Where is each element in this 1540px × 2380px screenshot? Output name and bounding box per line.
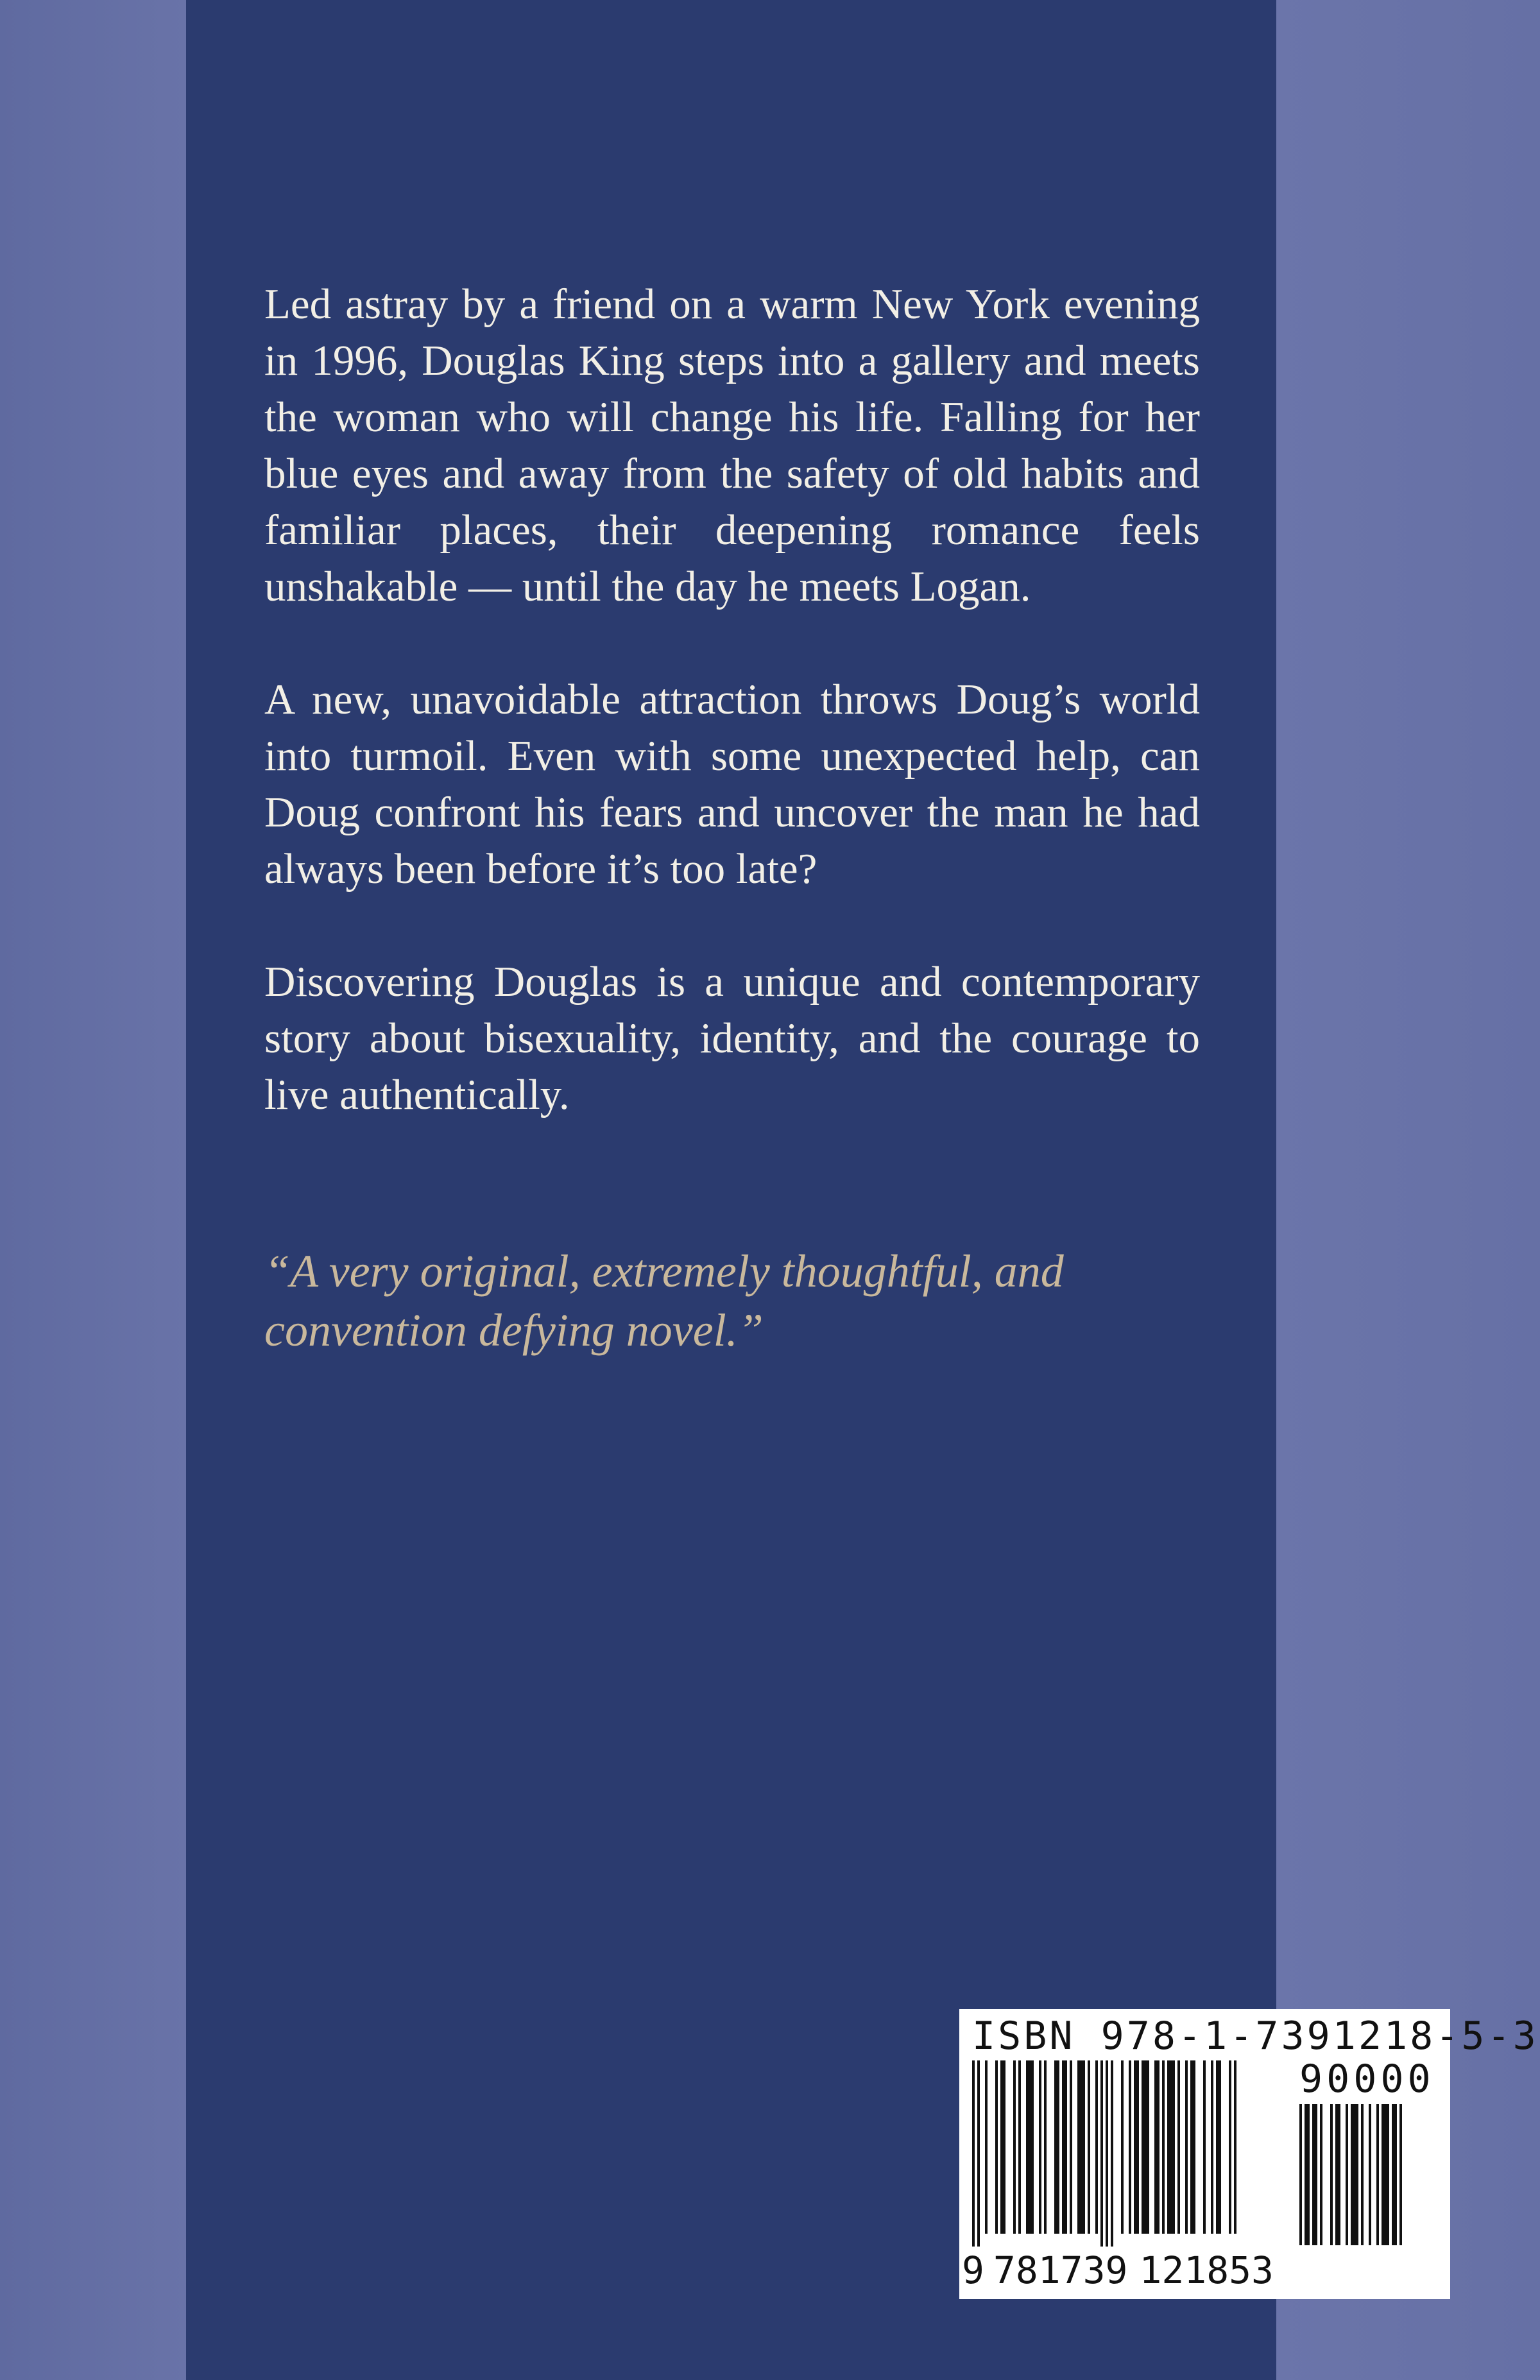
blurb-paragraph-1: Led astray by a friend on a warm New York evening in 1996, Douglas King steps into a gallery and meets the woman who will change his life. Falling for her blue eyes and away from the safety of old habits and familiar places, their deepening romance feels unshakable — until the day he meets Logan. [264, 280, 1200, 610]
barcode-bar [1154, 2060, 1159, 2234]
barcode-bar [1018, 2060, 1021, 2234]
barcode-bar [1399, 2104, 1402, 2245]
barcode-bar [1229, 2060, 1231, 2234]
barcode-bar [1299, 2104, 1302, 2245]
ean-left-group: 781739 [993, 2248, 1128, 2292]
barcode-bar [1185, 2060, 1188, 2234]
barcode-bar [1039, 2060, 1041, 2234]
barcode-bar [1203, 2060, 1206, 2234]
barcode-bar [1320, 2104, 1322, 2245]
barcode-bar [1062, 2060, 1067, 2234]
barcode-bar [1142, 2060, 1149, 2234]
barcode-bar [1111, 2060, 1113, 2247]
barcode-bar [1088, 2060, 1090, 2234]
blurb-paragraph-2: A new, unavoidable attraction throws Doug’s world into turmoil. Even with some unexpected help, can Doug confront his fears and uncover the man he had always been before it’s too late? [264, 676, 1200, 893]
barcode-bar [1054, 2060, 1059, 2234]
blurb-paragraph-3: Discovering Douglas is a unique and contemporary story about bisexuality, identity, and the courage to live authentically. [264, 958, 1200, 1118]
barcode-bar [1305, 2104, 1310, 2245]
barcode-bar [1129, 2060, 1131, 2234]
barcode-bar [1013, 2060, 1016, 2234]
barcode-bar [1216, 2060, 1221, 2234]
isbn-barcode [959, 2009, 1539, 2299]
barcode-bar [1044, 2060, 1047, 2234]
barcode-bar [1162, 2060, 1165, 2234]
barcode-bar [1134, 2060, 1139, 2234]
barcode-bar [1361, 2104, 1364, 2245]
barcode-bar [1121, 2060, 1124, 2234]
barcode-bar [977, 2060, 980, 2247]
barcode-bar [1376, 2104, 1379, 2245]
barcode-bar [1026, 2060, 1034, 2234]
barcode-bar [1382, 2104, 1389, 2245]
barcode-bar [1167, 2060, 1175, 2234]
barcode-bar [1190, 2060, 1195, 2234]
barcode-bar [1070, 2060, 1072, 2234]
barcode-bar [1095, 2060, 1098, 2234]
ean-digits [959, 2248, 1280, 2293]
price-code: 90000 [1299, 2057, 1435, 2102]
ean-first-digit: 9 [962, 2248, 984, 2292]
barcode-bar [1100, 2060, 1103, 2247]
barcode-bar [985, 2060, 988, 2234]
barcode-bar [1330, 2104, 1333, 2245]
isbn-label: ISBN 978-1-7391218-5-3 [972, 2014, 1539, 2059]
barcode-bar [1077, 2060, 1085, 2234]
barcode-bar [1234, 2060, 1236, 2234]
quote-line-1: “A very original, extremely thoughtful, and [264, 1246, 1064, 1297]
addon-bars [1299, 2104, 1437, 2290]
barcode-bar [1211, 2060, 1213, 2234]
barcode-bar [1106, 2060, 1108, 2247]
barcode-bar [1312, 2104, 1317, 2245]
barcode-bar [1392, 2104, 1397, 2245]
barcode-bar [1177, 2060, 1180, 2234]
left-margin-band [0, 0, 186, 2380]
barcode-bar [1351, 2104, 1358, 2245]
barcode-bar [1000, 2060, 1005, 2234]
review-quote [264, 1242, 1214, 1360]
book-blurb [264, 276, 1200, 1123]
quote-line-2: convention defying novel.” [264, 1305, 764, 1356]
barcode-bar [1346, 2104, 1348, 2245]
ean-right-group: 121853 [1139, 2248, 1274, 2292]
ean13-bars [972, 2060, 1274, 2247]
barcode-bar [1369, 2104, 1371, 2245]
barcode-bar [1335, 2104, 1340, 2245]
barcode-bar [972, 2060, 975, 2247]
barcode-bar [995, 2060, 998, 2234]
